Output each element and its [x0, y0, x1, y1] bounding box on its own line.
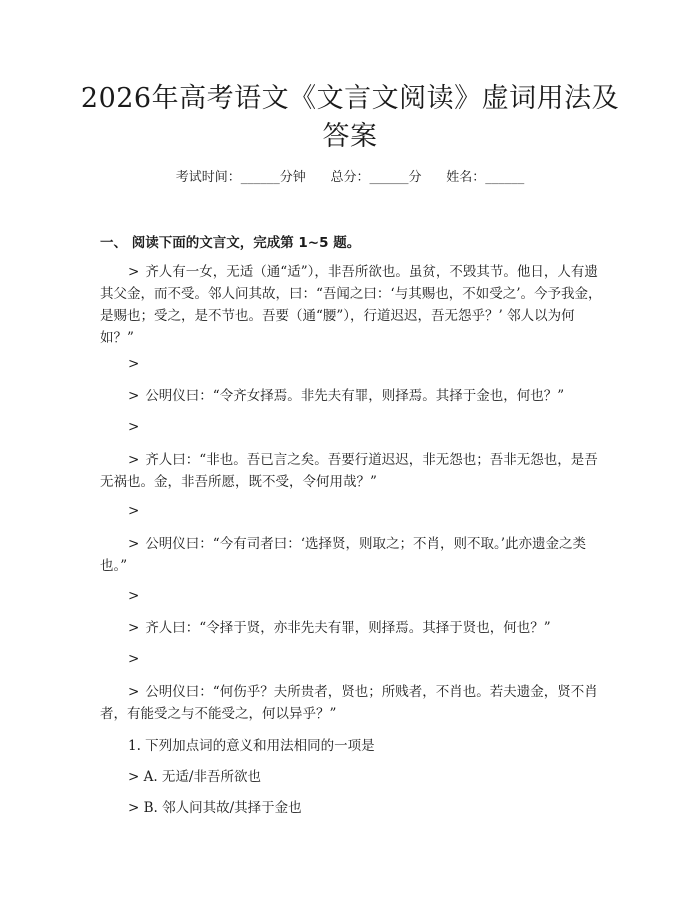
paragraph-2 [100, 353, 605, 375]
paragraph-7: > 公明仪曰：“今有司者曰：‘选择贤，则取之；不肖，则不取。’此亦遗金之类也。” [100, 536, 587, 574]
quote-marker: > [128, 419, 140, 435]
exam-info-text: 考试时间：______分钟 总分：______分 姓名：______ [175, 170, 525, 185]
paragraph-9: > 齐人曰：“令择于贤，亦非先夫有罪，则择焉。其择于贤也，何也？” [128, 620, 551, 636]
question-1: 1. 下列加点词的意义和用法相同的一项是 [128, 738, 375, 754]
paragraph-4 [100, 416, 605, 438]
quote-marker: > [128, 356, 140, 372]
paragraph-8 [100, 585, 605, 607]
option-b: > B. 邻人问其故/其择于金也 [128, 800, 302, 816]
section-heading: 一、 阅读下面的文言文，完成第 1~5 题。 [100, 235, 361, 251]
document-title [70, 80, 630, 156]
paragraph-6 [100, 500, 605, 522]
paragraph-11: > 公明仪曰：“何伤乎？夫所贵者，贤也；所贱者，不肖也。若夫遗金，贤不肖者，有能受之与不能受之，何以异乎？” [100, 684, 598, 722]
quote-marker: > [128, 684, 140, 700]
title-line-1: 2026年高考语文《文言文阅读》虚词用法及 [80, 83, 620, 114]
option-a: > A. 无适/非吾所欲也 [128, 769, 261, 785]
quote-marker: > [128, 388, 140, 404]
paragraph-10 [100, 648, 605, 670]
paragraph-5: > 齐人曰：“非也。吾已言之矣。吾要行道迟迟，非无怨也；吾非无怨也，是吾无祸也。金，非吾所愿，既不受，令何用哉？” [100, 452, 598, 490]
quote-marker: > [128, 651, 140, 667]
paragraph-1: > 齐人有一女，无适（通“适”），非吾所欲也。虽贫，不毁其节。他日，人有遗其父金，而不受。邻人问其故，曰：“吾闻之曰：‘与其赐也，不如受之’。今予我金，是赐也；受之，是不节也。吾要（通“腰”），行道迟迟，吾无怨乎？’ 邻人以为何如？” [100, 264, 602, 346]
quote-marker: > [128, 588, 140, 604]
paragraph-3: > 公明仪曰：“令齐女择焉。非先夫有罪，则择焉。其择于金也，何也？” [128, 388, 565, 404]
title-line-2: 答案 [322, 121, 378, 152]
quote-marker: > [128, 452, 140, 468]
exam-info-line [0, 169, 700, 187]
quote-marker: > [128, 264, 140, 280]
quote-marker: > [128, 620, 140, 636]
quote-marker: > [128, 536, 140, 552]
quote-marker: > [128, 503, 140, 519]
